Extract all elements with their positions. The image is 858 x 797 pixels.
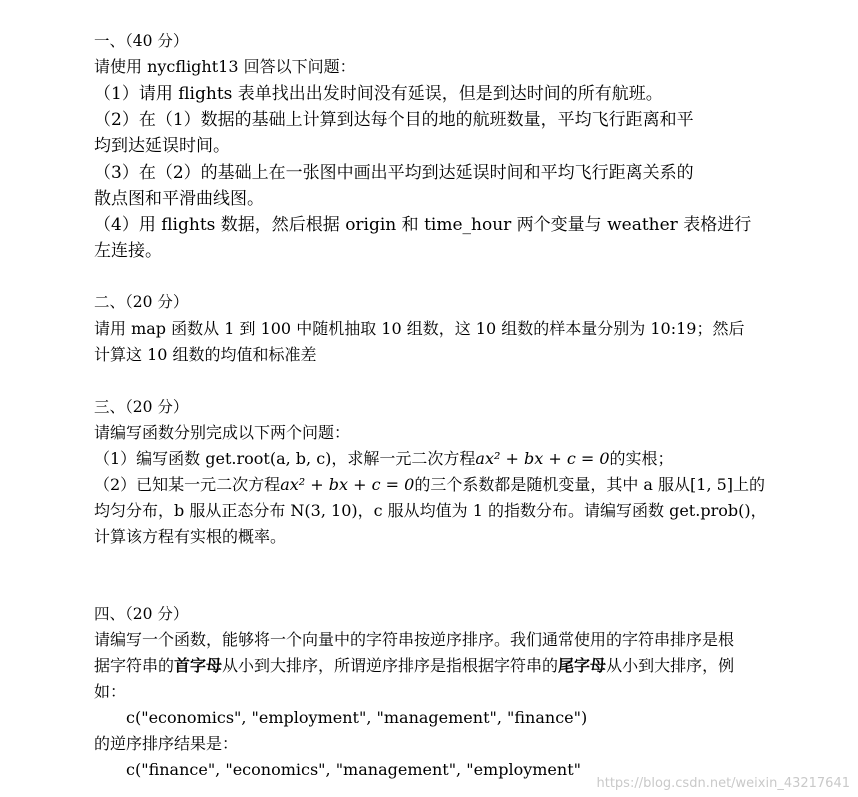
section4-heading: 四、（20 分） — [94, 605, 189, 623]
section1-intro: 请使用 nycflight13 回答以下问题： — [94, 57, 356, 76]
section4-line1: 请编写一个函数，能够将一个向量中的字符串按逆序排序。我们通常使用的字符串排序是根 — [94, 630, 735, 649]
section3-q1-suffix: 的实根； — [609, 449, 674, 468]
section2-line1: 请用 map 函数从 1 到 100 中随机抽取 10 组数，这 10 组数的样本量分别为 10:19；然后 — [94, 319, 745, 338]
section1-q3-line2: 散点图和平滑曲线图。 — [94, 189, 264, 209]
section3-q2-line3: 计算该方程有实根的概率。 — [94, 527, 287, 546]
section3-q2-prefix: （2）已知某一元二次方程 — [94, 475, 281, 494]
section4-example-input: c("economics", "employment", "management", "finance") — [126, 708, 588, 727]
section2-line2: 计算这 10 组数的均值和标准差 — [94, 345, 317, 364]
section1-q2-line1: （2）在（1）数据的基础上计算到达每个目的地的航班数量，平均飞行距离和平 — [94, 110, 694, 130]
section3-intro: 请编写函数分别完成以下两个问题： — [94, 423, 351, 442]
section3-q1-equation: ax² + bx + c = 0 — [475, 449, 610, 468]
section4-line2-b: 从小到大排序，所谓逆序排序是指根据字符串的 — [222, 656, 559, 675]
section3-heading: 三、（20 分） — [94, 398, 189, 416]
section1-q4-line2: 左连接。 — [94, 241, 162, 261]
section4-result-label: 的逆序排序结果是： — [94, 734, 239, 753]
section1-q1: （1）请用 flights 表单找出出发时间没有延误，但是到达时间的所有航班。 — [94, 84, 663, 104]
section3-q1 — [94, 448, 674, 470]
section1-q2-line2: 均到达延误时间。 — [94, 136, 230, 156]
section3-q1-prefix: （1）编写函数 get.root(a, b, c)，求解一元二次方程 — [94, 449, 476, 468]
section1-q4-line1: （4）用 flights 数据，然后根据 origin 和 time_hour 两个变量与 weather 表格进行 — [94, 215, 752, 235]
section4-bold-last-letter: 尾字母 — [558, 656, 607, 675]
section1-q3-line1: （3）在（2）的基础上在一张图中画出平均到达延误时间和平均飞行距离关系的 — [94, 163, 694, 183]
section3-q2-equation: ax² + bx + c = 0 — [280, 475, 415, 494]
section1-heading: 一、（40 分） — [94, 32, 189, 50]
section4-example-output: c("finance", "economics", "management", "employment" — [126, 760, 581, 779]
watermark: https://blog.csdn.net/weixin_43217641 — [596, 776, 850, 791]
section3-q2-line2: 均匀分布，b 服从正态分布 N(3, 10)，c 服从均值为 1 的指数分布。请编写函数 get.prob()， — [94, 501, 767, 520]
section2-heading: 二、（20 分） — [94, 293, 189, 311]
section4-line2-c: 从小到大排序，例 — [606, 656, 735, 675]
section4-bold-first-letter: 首字母 — [174, 656, 223, 675]
section4-line2-a: 据字符串的 — [94, 656, 175, 675]
section4-line3: 如： — [94, 682, 127, 701]
section3-q2-line1 — [94, 474, 765, 496]
section3-q2-suffix: 的三个系数都是随机变量，其中 a 服从[1, 5]上的 — [414, 475, 766, 494]
section4-line2 — [94, 655, 734, 677]
